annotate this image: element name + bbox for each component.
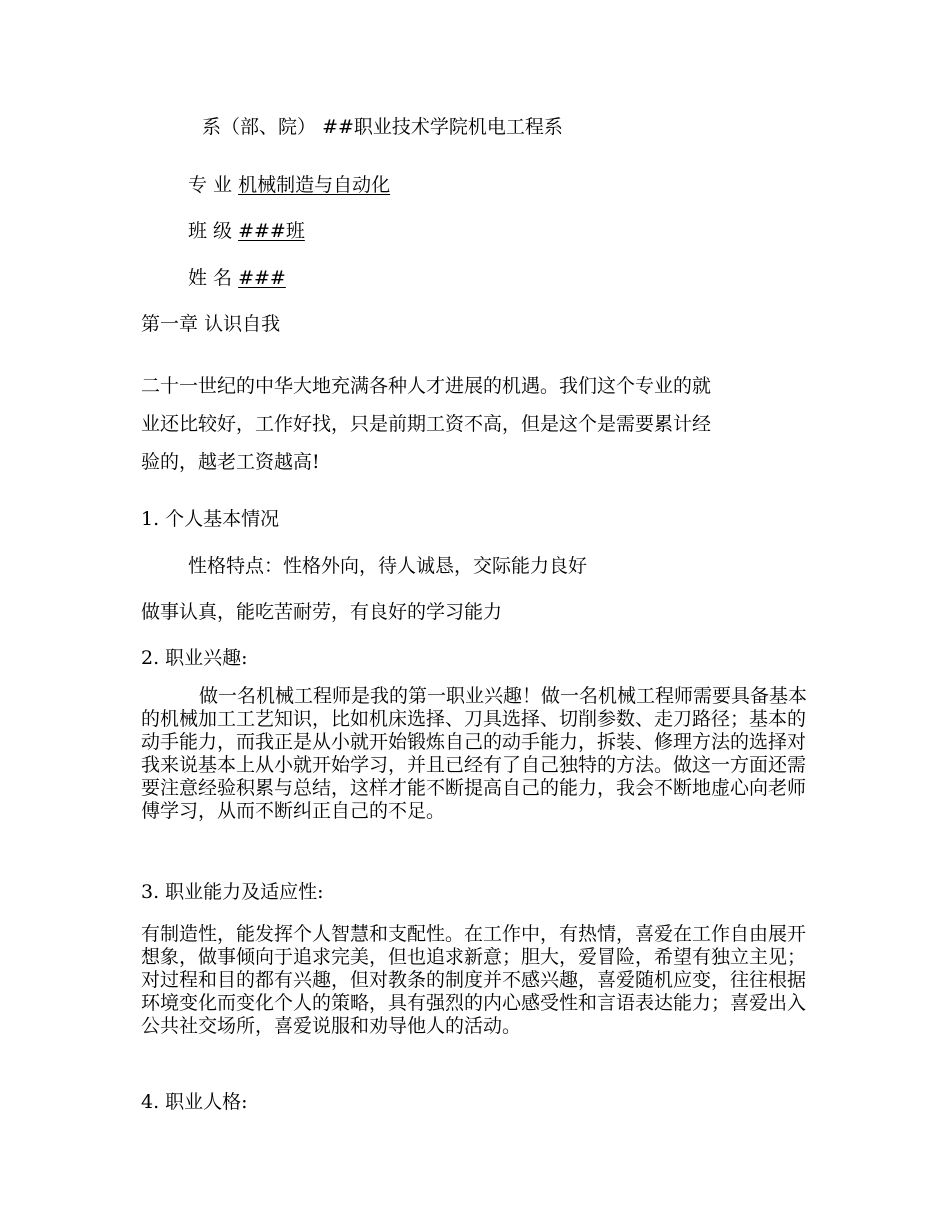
chapter-heading — [141, 312, 280, 336]
department-row — [202, 115, 563, 139]
class-label: 班 级 — [188, 220, 233, 242]
name-label: 姓 名 — [188, 267, 233, 289]
major-label: 专 业 — [188, 174, 233, 196]
department-label: 系（部、院） — [202, 116, 317, 138]
intro-line-1: 二十一世纪的中华大地充满各种人才进展的机遇。我们这个专业的就 — [141, 375, 712, 397]
name-value: ### — [238, 267, 286, 289]
major-value: 机械制造与自动化 — [238, 174, 391, 196]
name-row — [188, 266, 286, 290]
class-value: ###班 — [238, 220, 305, 242]
section3-heading: 3. 职业能力及适应性: — [141, 881, 324, 903]
section1-trait-line: 性格特点：性格外向，待人诚恳，交际能力良好 — [188, 555, 588, 577]
section1-heading: 1. 个人基本情况 — [141, 508, 280, 530]
intro-line-2: 业还比较好，工作好找，只是前期工资不高，但是这个是需要累计经 — [141, 413, 712, 435]
class-row — [188, 219, 305, 243]
section2-heading: 2. 职业兴趣: — [141, 647, 248, 669]
chapter-title: 认识自我 — [204, 313, 281, 335]
major-row — [188, 173, 390, 197]
section4-heading: 4. 职业人格: — [141, 1091, 248, 1113]
chapter-number: 第一章 — [141, 313, 199, 335]
section3-body: 有制造性，能发挥个人智慧和支配性。在工作中，有热情，喜爱在工作自由展开想象，做事倾向于追求完美，但也追求新意；胆大，爱冒险，希望有独立主见；对过程和目的都有兴趣，但对教条的制度并不感兴趣，喜爱随机应变，往往根据环境变化而变化个人的策略，具有强烈的内心感受性和言语表达能力；喜爱出入公共社交场所，喜爱说服和劝导他人的活动。 — [141, 923, 807, 1037]
intro-line-3: 验的，越老工资越高! — [141, 451, 320, 473]
section2-body: 做一名机械工程师是我的第一职业兴趣！做一名机械工程师需要具备基本的机械加工工艺知识，比如机床选择、刀具选择、切削参数、走刀路径；基本的动手能力，而我正是从小就开始锻炼自己的动手能力，拆装、修理方法的选择对我来说基本上从小就开始学习，并且已经有了自己独特的方法。做这一方面还需要注意经验积累与总结，这样才能不断提高自己的能力，我会不断地虚心向老师傅学习，从而不断纠正自己的不足。 — [141, 685, 808, 822]
department-value: ##职业技术学院机电工程系 — [322, 116, 563, 138]
section1-trait-line-2: 做事认真，能吃苦耐劳，有良好的学习能力 — [141, 601, 503, 623]
